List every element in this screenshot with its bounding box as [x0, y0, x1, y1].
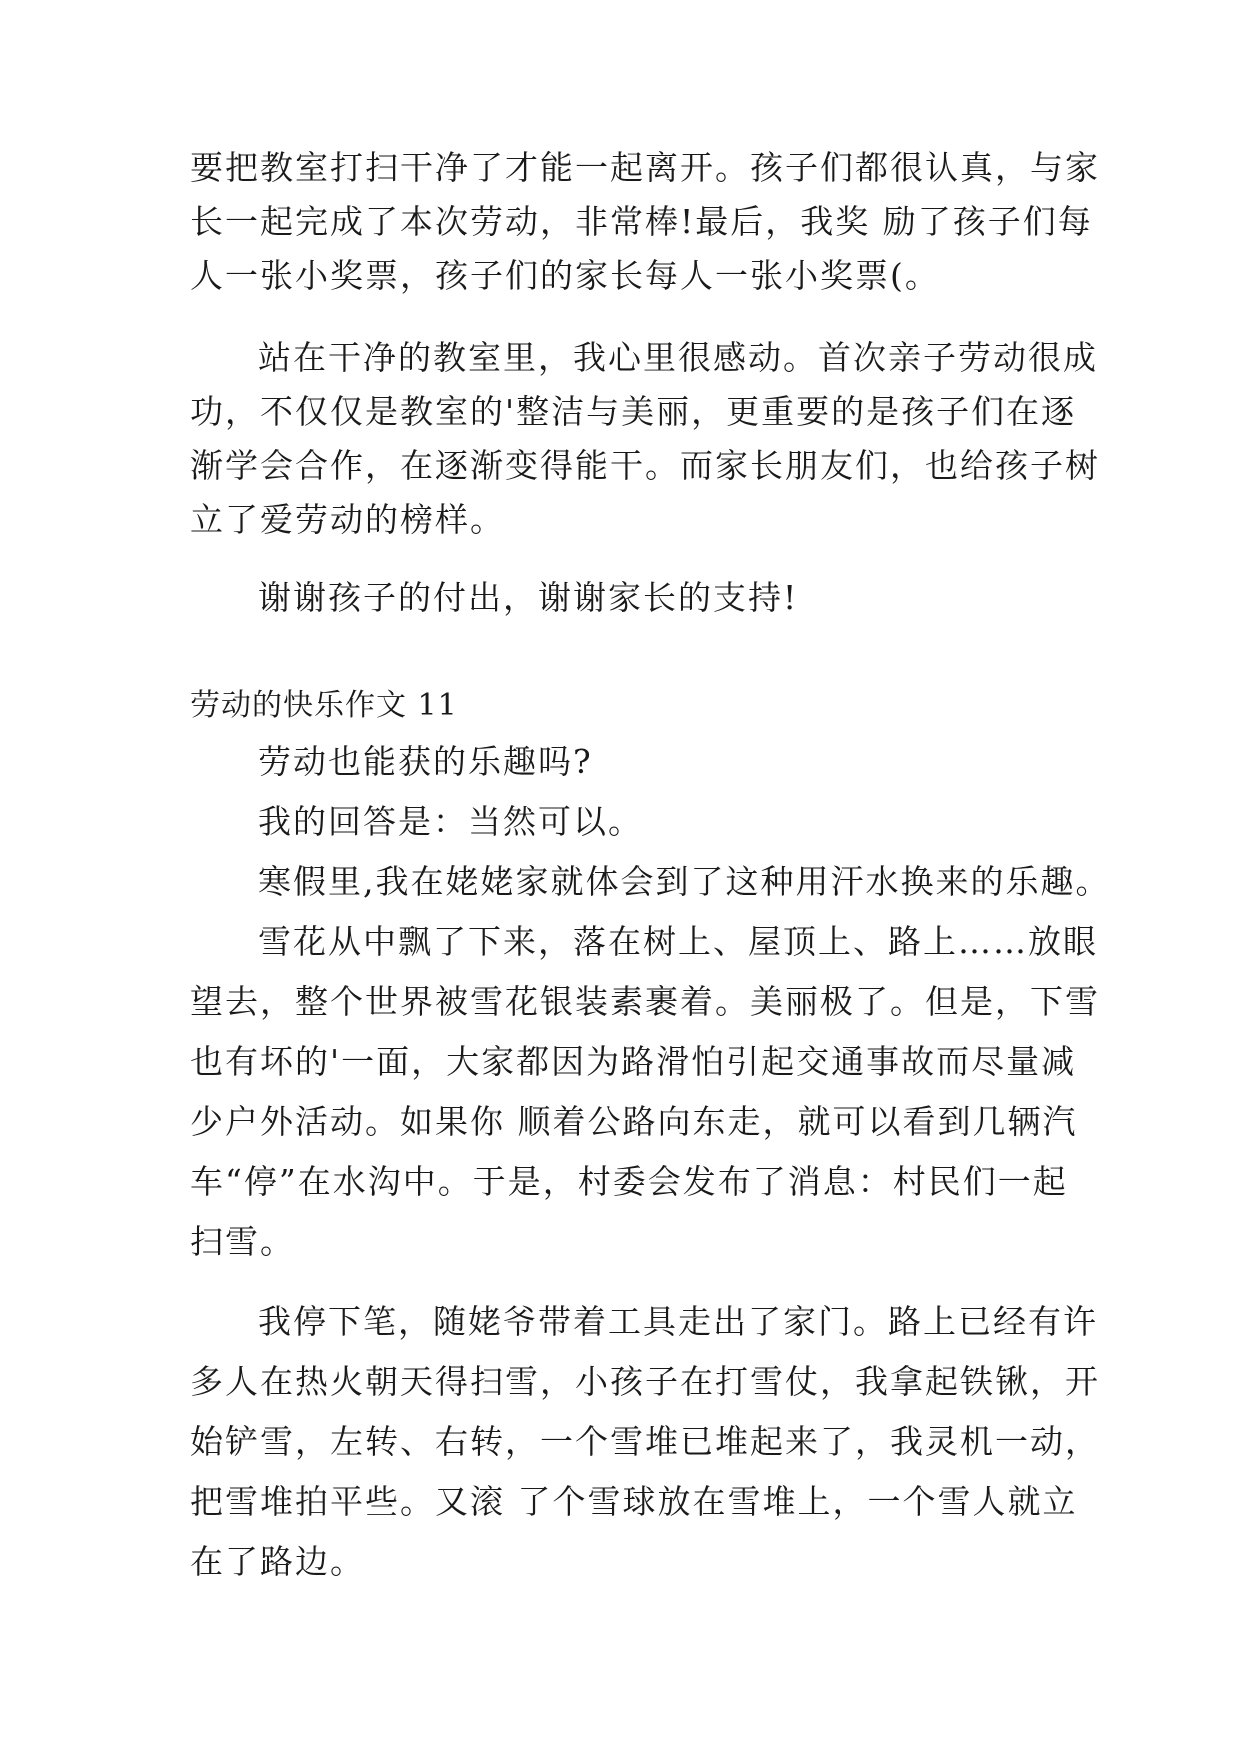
text-line: 扫雪。	[190, 1222, 295, 1261]
text-line: 渐学会合作，在逐渐变得能干。而家长朋友们，也给孩子树	[190, 446, 1100, 485]
paragraph-thanks: 谢谢孩子的付出，谢谢家长的支持!	[258, 578, 799, 617]
text-line: 立了爱劳动的榜样。	[190, 500, 505, 539]
text-line: 把雪堆拍平些。又滚 了个雪球放在雪堆上，一个雪人就立	[190, 1482, 1078, 1521]
text-line: 在了路边。	[190, 1542, 365, 1581]
text-line: 站在干净的教室里，我心里很感动。首次亲子劳动很成	[258, 338, 1098, 377]
text-line: 功，不仅仅是教室的'整洁与美丽，更重要的是孩子们在逐	[190, 392, 1077, 431]
paragraph-answer: 我的回答是：当然可以。	[258, 802, 643, 841]
paragraph-question: 劳动也能获的乐趣吗?	[258, 742, 593, 781]
text-line: 我停下笔，随姥爷带着工具走出了家门。路上已经有许	[258, 1302, 1098, 1341]
text-line: 车“停”在水沟中。于是，村委会发布了消息：村民们一起	[190, 1162, 1068, 1201]
text-line: 人一张小奖票，孩子们的家长每人一张小奖票(。	[190, 256, 940, 295]
text-line: 雪花从中飘了下来，落在树上、屋顶上、路上……放眼	[258, 922, 1098, 961]
paragraph-winter-holiday: 寒假里,我在姥姥家就体会到了这种用汗水换来的乐趣。	[258, 862, 1111, 901]
section-title: 劳动的快乐作文 11	[190, 688, 458, 723]
text-line: 始铲雪，左转、右转，一个雪堆已堆起来了，我灵机一动，	[190, 1422, 1100, 1461]
text-line: 长一起完成了本次劳动，非常棒!最后，我奖 励了孩子们每	[190, 202, 1093, 241]
text-line: 多人在热火朝天得扫雪，小孩子在打雪仗，我拿起铁锹，开	[190, 1362, 1100, 1401]
text-line: 望去，整个世界被雪花银装素裹着。美丽极了。但是，下雪	[190, 982, 1100, 1021]
text-line: 也有坏的'一面，大家都因为路滑怕引起交通事故而尽量减	[190, 1042, 1077, 1081]
text-line: 少户外活动。如果你 顺着公路向东走，就可以看到几辆汽	[190, 1102, 1078, 1141]
text-line: 要把教室打扫干净了才能一起离开。孩子们都很认真，与家	[190, 148, 1100, 187]
